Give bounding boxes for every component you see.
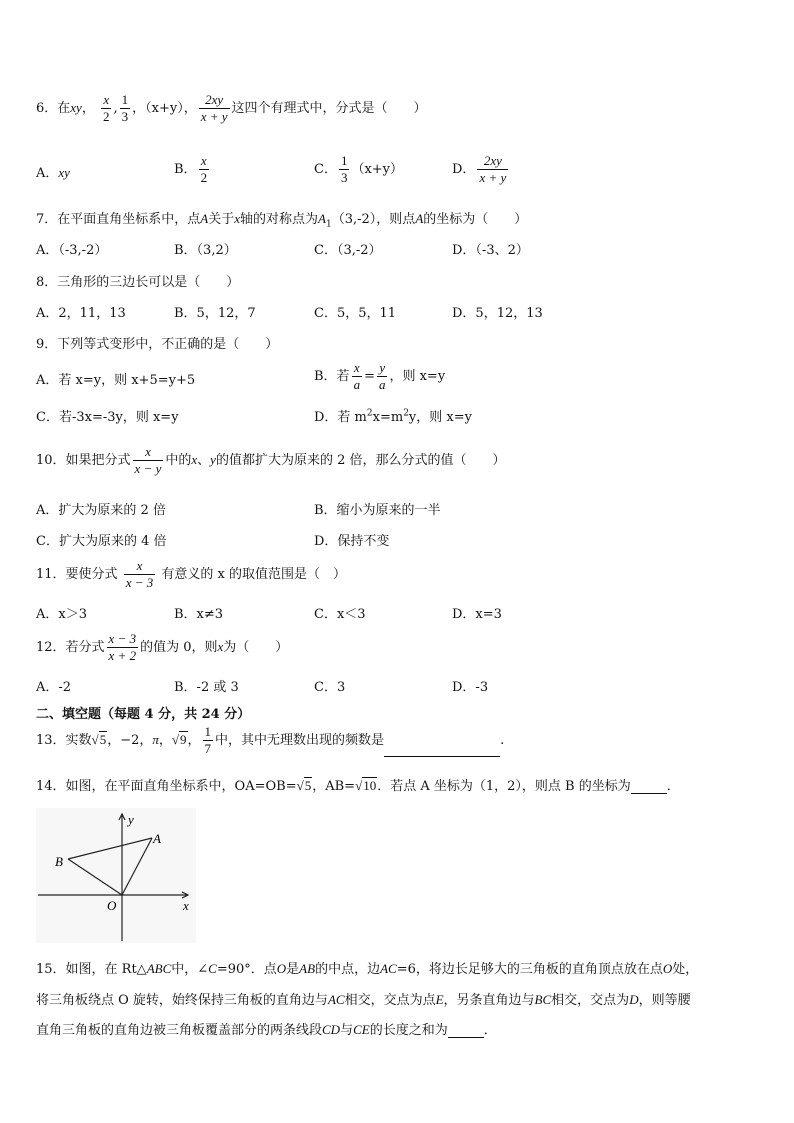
q12-option-c[interactable]: C．3 [314, 680, 346, 695]
q11-option-b[interactable]: B．x≠3 [174, 607, 224, 622]
q8-option-b[interactable]: B．5，12，7 [174, 306, 256, 321]
q10-option-d[interactable]: D．保持不变 [314, 534, 390, 549]
q9-option-d[interactable]: D．若 $m^2x=m^2y$，则 x=y [314, 408, 472, 425]
q10-option-a[interactable]: A．扩大为原来的 2 倍 [36, 503, 166, 518]
q9-option-c[interactable]: C．若-3x=-3y，则 x=y [36, 410, 179, 425]
q9-option-b[interactable]: B．若 $\frac{x}{a}$ = $\frac{y}{a}$ ，则 x=y [314, 360, 446, 392]
q15-line-3: 直角三角板的直角边被三角板覆盖部分的两条线段CD与CE的长度之和为 ． [36, 1022, 497, 1038]
q14-answer-blank[interactable] [631, 779, 667, 794]
q11-option-a[interactable]: A．x＞3 [36, 607, 87, 622]
q7-option-a[interactable]: A．（-3,-2） [36, 243, 108, 258]
q8-option-d[interactable]: D．5，12，13 [452, 306, 543, 321]
q8-stem: 8．三角形的三边长可以是（ ） [36, 275, 240, 290]
section-fill-blank-heading: 二、填空题（每题 4 分，共 24 分） [36, 707, 251, 722]
q9-stem: 9．下列等式变形中，不正确的是（ ） [36, 337, 279, 352]
q7-option-d[interactable]: D．（-3、2） [452, 243, 529, 258]
q10-stem: 10．如果把分式 $\frac{x}{x - y}$ 中的x、y的值都扩大为原来的 2 倍，那么分式的值（ ） [36, 444, 506, 476]
q11-option-d[interactable]: D．x=3 [452, 607, 502, 622]
coordinate-figure [36, 808, 196, 943]
q10-option-c[interactable]: C．扩大为原来的 4 倍 [36, 534, 167, 549]
q7-stem: 7．在平面直角坐标系中，点A关于x轴的对称点为$A_1(3,-2)$，则点A的坐标为（ ） [36, 211, 528, 230]
label-B: B [55, 854, 63, 869]
q6-frac-1-3: $\frac{1}{3}$ [121, 92, 129, 124]
q6-frac-2xy: $\frac{2xy}{x + y}$ [200, 92, 228, 124]
q11-stem: 11．要使分式 $\frac{x}{x - 3}$ 有意义的 x 的取值范围是（ ） [36, 558, 346, 590]
q15-line-2: 将三角板绕点 O 旋转，始终保持三角板的直角边与AC相交，交点为点E，另条直角边与BC相交，交点为D，则等腰 [36, 992, 691, 1008]
q12-stem: 12．若分式 $\frac{x - 3}{x + 2}$ 的值为 0，则x为（ ） [36, 631, 289, 663]
q13-answer-blank[interactable] [384, 742, 500, 757]
q15-line-1: 15．如图，在 Rt△ABC中，∠C=90°．点O是AB的中点，边AC=6，将边长足够大的三角板的直角顶点放在点O处， [36, 961, 699, 977]
q12-option-a[interactable]: A．-2 [36, 680, 72, 695]
q8-option-c[interactable]: C．5，5，11 [314, 306, 397, 321]
q14-stem: 14．如图，在平面直角坐标系中，OA=OB=√5，AB=√10．若点 A 坐标为（1，2），则点 B 的坐标为 ． [36, 778, 680, 794]
label-y: y [128, 812, 134, 827]
q15-answer-blank[interactable] [448, 1023, 484, 1038]
q10-option-b[interactable]: B．缩小为原来的一半 [314, 503, 441, 518]
q12-option-b[interactable]: B．-2 或 3 [174, 680, 239, 695]
q12-option-d[interactable]: D．-3 [452, 680, 489, 695]
q7-option-b[interactable]: B．（3,2） [174, 243, 237, 258]
q6-frac-x-2: $\frac{x}{2}$ [102, 92, 110, 124]
label-O: O [107, 898, 117, 913]
q13-stem: 13．实数√5，−2，π，√9， $\frac{1}{7}$ 中，其中无理数出现的频数是 . [36, 724, 505, 756]
q6-option-a[interactable]: A．xy [36, 165, 70, 181]
q9-option-a[interactable]: A．若 x=y，则 x+5=y+5 [36, 373, 196, 388]
q11-option-c[interactable]: C．x＜3 [314, 607, 366, 622]
q6-option-d[interactable]: D． $\frac{2xy}{x + y}$ [452, 153, 507, 185]
label-x: x [183, 898, 189, 913]
q6-option-c[interactable]: C． $\frac{1}{3}$ （x+y） [314, 153, 404, 185]
q6-stem: 6．在xy， $\frac{x}{2}$ , $\frac{1}{3}$ ，（x+y）， $\frac{2xy}{x + y}$ 这四个有理式中，分式是（ ） [36, 92, 427, 124]
label-A: A [153, 831, 161, 846]
q6-option-b[interactable]: B． $\frac{x}{2}$ [174, 153, 208, 185]
q7-option-c[interactable]: C．（3,-2） [314, 243, 382, 258]
q8-option-a[interactable]: A．2，11，13 [36, 306, 126, 321]
